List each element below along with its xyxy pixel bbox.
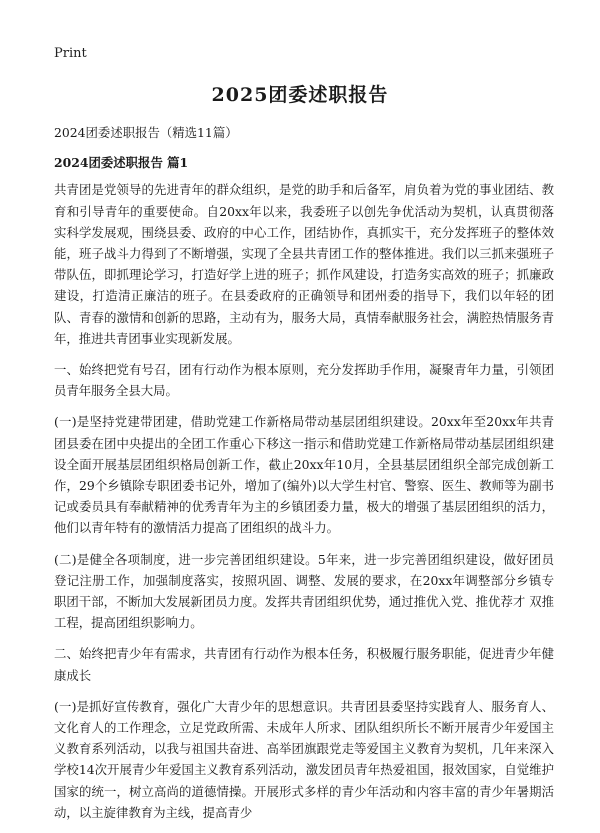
paragraph-point-two: 二、始终把青少年有需求，共青团有行动作为根本任务，积极履行服务职能，促进青少年健康成长 [54, 646, 554, 683]
paragraph-subpoint-1-2: (二)是健全各项制度，进一步完善团组织建设。5年来，进一步完善团组织建设，做好团员登记注册工作，加强制度落实，按照巩固、调整、发展的要求，在20xx年调整部分乡镇专职团干部，不断加大发展新团员力度。发挥共青团组织优势，通过推优入党、推优荐才 双推工程，提高团组织影响力。 [54, 551, 554, 631]
paragraph-subpoint-1-1: (一)是坚持党建带团建，借助党建工作新格局带动基层团组织建设。20xx年至20xx年共青团县委在团中央提出的全团工作重心下移这一指示和借助党建工作新格局带动基层团组织建设全面开展基层团组织格局创新工作，截止20xx年10月，全县基层团组织全部完成创新工作，29个乡镇除专职团委书记外，增加了(编外)以大学生村官、警察、医生、教师等为副书记或委员具有奉献精神的优秀青年为主的乡镇团委力量，极大的增强了基层团组织的活力，他们以青年特有的激情活力提高了团组织的战斗力。 [54, 414, 554, 536]
document-body [54, 122, 554, 833]
paragraph-point-one: 一、始终把党有号召，团有行动作为根本原则，充分发挥助手作用，凝聚青年力量，引领团员青年服务全县大局。 [54, 362, 554, 399]
section-heading: 2024团委述职报告 篇1 [54, 155, 189, 171]
document-subtitle: 2024团委述职报告（精选11篇） [54, 125, 238, 140]
document-title: 2025团委述职报告 [211, 84, 389, 106]
paragraph-intro: 共青团是党领导的先进青年的群众组织，是党的助手和后备军，肩负着为党的事业团结、教育和引导青年的重要使命。自20xx年以来，我委班子以创先争优活动为契机，认真贯彻落实科学发展观，围绕县委、政府的中心工作，团结协作，真抓实干，充分发挥班子的整体效能，班子战斗力得到了不断增强，实现了全县共青团工作的整体推进。我们以三抓来强班子带队伍，即抓理论学习，打造好学上进的班子；抓作风建设，打造务实高效的班子；抓廉政建设，打造清正廉洁的班子。在县委政府的正确领导和团州委的指导下，我们以年轻的团队、青春的激情和创新的思路，主动有为，服务大局，真情奉献服务社会，满腔热情服务青年，推进共青团事业实现新发展。 [54, 182, 554, 346]
paragraph-subpoint-2-1: (一)是抓好宣传教育，强化广大青少年的思想意识。共青团县委坚持实践育人、服务育人、文化育人的工作理念，立足党政所需、未成年人所求、团队组织所长不断开展青少年爱国主义教育系列活动，以我与祖国共奋进、高举团旗跟党走等爱国主义教育为契机，几年来深入学校14次开展青少年爱国主义教育系列活动，激发团员青年热爱祖国，报效国家，自觉维护国家的统一，树立高尚的道德情操。开展形式多样的青少年活动和内容丰富的青少年暑期活动，以主旋律教育为主线，提高青少 [54, 698, 554, 820]
print-link[interactable]: Print [54, 46, 87, 61]
